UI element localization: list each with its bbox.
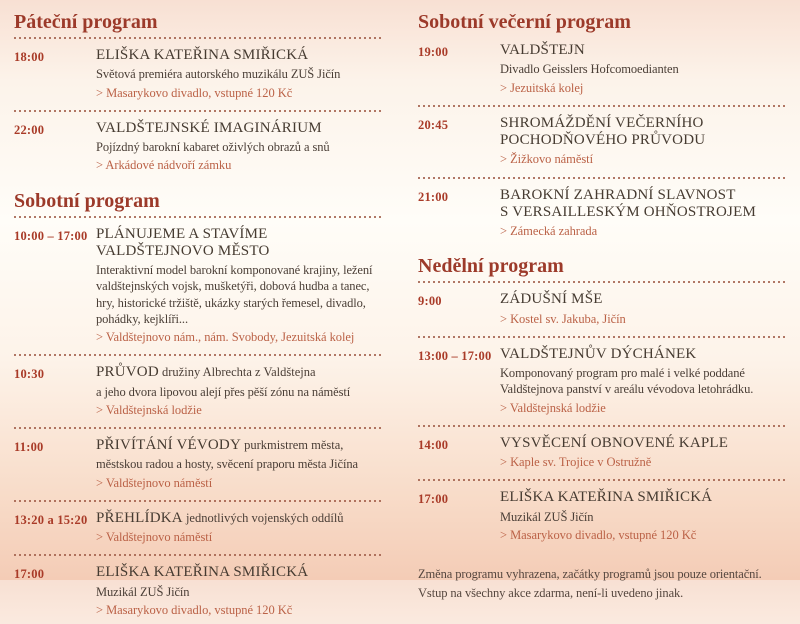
event-description: Muzikál ZUŠ Jičín (96, 584, 190, 599)
event-time: 14:00 (418, 437, 449, 452)
event-body (500, 346, 788, 416)
dashed-separator (14, 37, 382, 39)
dashed-separator (14, 354, 382, 356)
dashed-separator (418, 177, 788, 179)
event-body (96, 226, 382, 346)
right-column (418, 8, 788, 600)
event-time: 17:00 (418, 492, 449, 507)
event-title-rest: purkmistrem města, (241, 438, 344, 452)
event-row (14, 432, 382, 497)
event-title (500, 42, 788, 59)
event-title (96, 364, 382, 381)
event-title-caps: PŘEHLÍDKA (96, 509, 183, 526)
event-title-caps: S VERSAILLESKÝM OHŇOSTROJEM (500, 203, 756, 220)
event-body (500, 489, 788, 543)
event-time: 17:00 (14, 567, 45, 582)
event-row (418, 430, 788, 477)
event-location: > Valdštejnovo nám., nám. Svobody, Jezuitská kolej (96, 330, 355, 344)
event-row (14, 505, 382, 552)
event-time: 22:00 (14, 122, 45, 137)
event-title (500, 204, 788, 221)
event-title-caps: VYSVĚCENÍ OBNOVENÉ KAPLE (500, 434, 729, 451)
event-title (500, 346, 788, 363)
event-body (96, 364, 382, 418)
event-row (14, 42, 382, 107)
event-location: > Valdštejnská lodžie (500, 400, 606, 415)
dashed-separator (418, 425, 788, 427)
event-description: Interaktivní model barokní komponované krajiny, ležení valdštejnských vojsk, mušketýři, dobová hudba a tanec, hry, historické tržiště, ukázky starých řemesel, divadlo, pohádky, kejklíři... (96, 263, 373, 326)
event-location: > Valdštejnovo náměstí (96, 530, 213, 544)
event-location: > Kaple sv. Trojice v Ostružně (500, 455, 652, 469)
event-title-caps: ELIŠKA KATEŘINA SMIŘICKÁ (96, 47, 309, 63)
event-title-caps: VALDŠTEJNOVO MĚSTO (96, 242, 270, 259)
event-title (96, 243, 382, 260)
section-heading: Sobotní program (14, 189, 160, 212)
section-heading: Sobotní večerní program (418, 11, 631, 33)
event-title-caps: ELIŠKA KATEŘINA SMIŘICKÁ (500, 489, 713, 506)
event-title-caps: POCHODŇOVÉHO PRŮVODU (500, 132, 706, 148)
event-title-caps: BAROKNÍ ZAHRADNÍ SLAVNOST (500, 186, 736, 203)
event-time: 13:20 a 15:20 (14, 512, 88, 527)
dashed-separator (14, 427, 382, 429)
dashed-separator (418, 479, 788, 481)
event-body (500, 187, 788, 240)
event-title-rest: družiny Albrechta z Valdštejna (158, 365, 316, 380)
left-column-sections (14, 10, 382, 624)
event-row (14, 559, 382, 624)
event-row (418, 286, 788, 333)
dashed-separator (14, 216, 382, 218)
event-body (96, 120, 382, 174)
event-time: 21:00 (418, 189, 449, 204)
event-time: 19:00 (418, 45, 449, 59)
event-row (14, 221, 382, 352)
event-row (14, 359, 382, 424)
event-body (500, 42, 788, 96)
event-title-caps: VALDŠTEJNSKÉ IMAGINÁRIUM (96, 119, 322, 136)
event-body (500, 291, 788, 327)
event-title (96, 226, 382, 243)
event-description: Komponovaný program pro malé i velké poddané Valdštejnova panství v areálu vévodova letohrádku. (500, 366, 754, 397)
event-body (96, 47, 382, 101)
event-description: Muzikál ZUŠ Jičín (500, 509, 594, 524)
event-title (500, 115, 788, 132)
event-description: Pojízdný barokní kabaret oživlých obrazů a snů (96, 140, 330, 154)
dashed-separator (14, 500, 382, 502)
event-time: 10:30 (14, 367, 45, 382)
event-title-caps: ELIŠKA KATEŘINA SMIŘICKÁ (96, 564, 309, 581)
event-title (500, 435, 788, 452)
section-heading: Nedělní program (418, 255, 564, 278)
event-title-caps: ZÁDUŠNÍ MŠE (500, 291, 603, 308)
footer-line-2: Vstup na všechny akce zdarma, není-li uvedeno jinak. (418, 585, 684, 600)
event-location: > Arkádové nádvoří zámku (96, 158, 232, 173)
event-body (500, 115, 788, 168)
event-title-caps: VALDŠTEJNŮV DÝCHÁNEK (500, 345, 697, 362)
event-description: městskou radou a hosty, svěcení praporu města Jičína (96, 457, 358, 472)
dashed-separator (418, 281, 788, 283)
event-location: > Kostel sv. Jakuba, Jičín (500, 311, 626, 326)
event-time: 18:00 (14, 50, 45, 64)
footer-line-1: Změna programu vyhrazena, začátky programů jsou pouze orientační. (418, 567, 762, 581)
event-row (418, 110, 788, 174)
event-title (500, 489, 788, 506)
event-body (96, 437, 382, 491)
event-row (418, 182, 788, 246)
event-title (96, 510, 382, 527)
event-location: > Zámecká zahrada (500, 224, 598, 238)
event-title-rest: jednotlivých vojenských oddílů (182, 510, 344, 525)
event-title-caps: VALDŠTEJN (500, 42, 585, 58)
event-time: 20:45 (418, 117, 449, 132)
event-row (418, 37, 788, 102)
footer-note (418, 565, 788, 603)
event-description: Divadlo Geisslers Hofcomoedianten (500, 62, 679, 77)
event-time: 9:00 (418, 294, 442, 309)
event-location: > Žižkovo náměstí (500, 152, 593, 167)
dashed-separator (418, 105, 788, 107)
event-title (96, 564, 382, 581)
event-time: 10:00 – 17:00 (14, 228, 88, 243)
section-heading: Páteční program (14, 11, 158, 33)
event-title (500, 291, 788, 308)
event-title-caps: PLÁNUJEME A STAVÍME (96, 225, 268, 242)
event-body (96, 510, 382, 546)
event-title (96, 437, 382, 454)
event-location: > Valdštejnská lodžie (96, 402, 202, 417)
event-title (96, 47, 382, 64)
event-location: > Masarykovo divadlo, vstupné 120 Kč (500, 527, 697, 542)
event-time: 11:00 (14, 440, 44, 454)
event-row (418, 341, 788, 422)
event-location: > Masarykovo divadlo, vstupné 120 Kč (96, 85, 293, 100)
event-row (14, 115, 382, 180)
event-title-caps: PŘIVÍTÁNÍ VÉVODY (96, 437, 241, 453)
event-title (500, 132, 788, 149)
event-location: > Jezuitská kolej (500, 80, 584, 95)
event-title-caps: SHROMÁŽDĚNÍ VEČERNÍHO (500, 114, 704, 131)
event-title (500, 187, 788, 204)
left-column (14, 8, 382, 617)
event-time: 13:00 – 17:00 (418, 348, 492, 363)
event-title (96, 120, 382, 137)
dashed-separator (14, 554, 382, 556)
event-row (418, 484, 788, 549)
dashed-separator (418, 336, 788, 338)
event-description: a jeho dvora lipovou alejí přes pěší zónu na náměstí (96, 384, 351, 399)
event-location: > Valdštejnovo náměstí (96, 475, 213, 490)
event-body (96, 564, 382, 618)
event-description: Světová premiéra autorského muzikálu ZUŠ Jičín (96, 67, 341, 82)
event-title-caps: PRŮVOD (96, 364, 159, 381)
dashed-separator (14, 110, 382, 112)
event-location: > Masarykovo divadlo, vstupné 120 Kč (96, 602, 293, 617)
right-column-sections (418, 10, 788, 549)
event-body (500, 435, 788, 471)
